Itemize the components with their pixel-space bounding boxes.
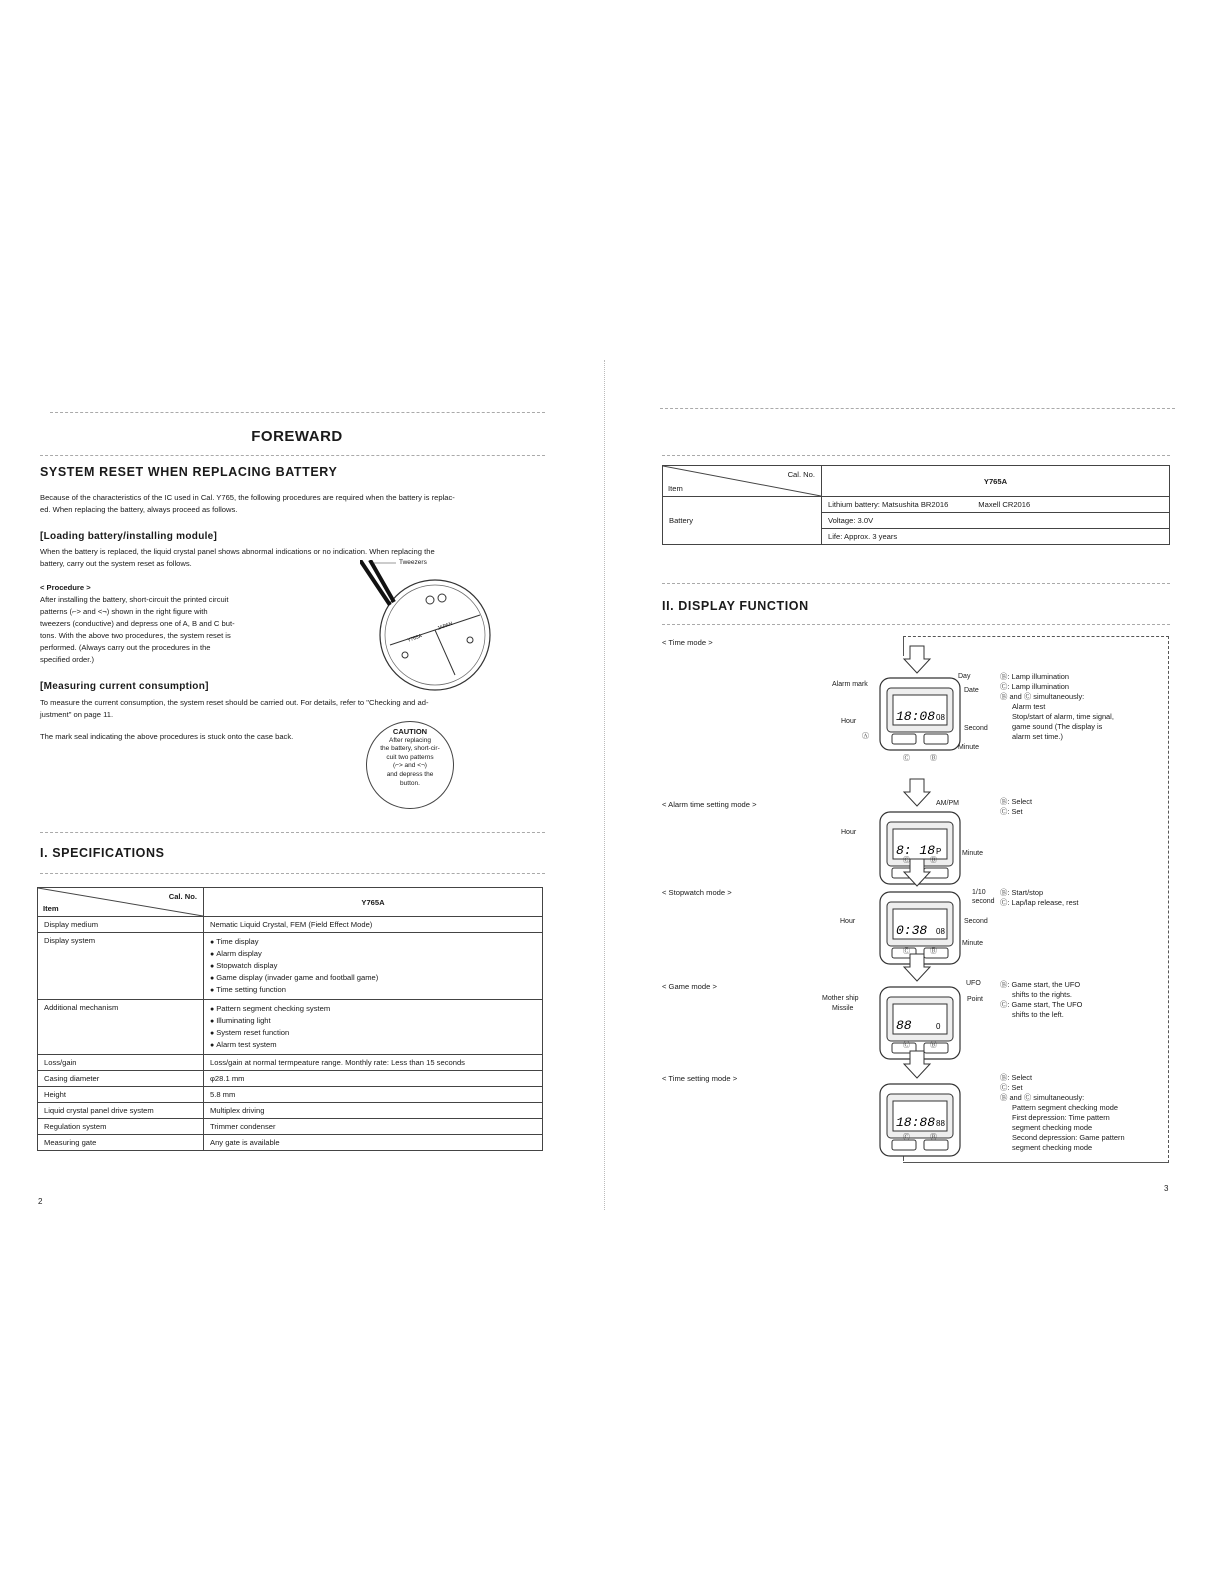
divider [660, 408, 1175, 409]
line: Pattern segment checking mode [1012, 1103, 1118, 1112]
section-heading-display: II. DISPLAY FUNCTION [662, 599, 809, 613]
button-description [1000, 1073, 1165, 1153]
mode-label: < Time mode > [662, 638, 713, 647]
lcd-digits: 18:08 [896, 709, 936, 724]
battery-table [662, 465, 1170, 545]
lcd-small-digits: 0 [936, 1022, 941, 1031]
battery-alt: Maxell CR2016 [978, 500, 1031, 509]
mode-label: < Game mode > [662, 982, 717, 991]
subheading-loading: [Loading battery/installing module] [40, 531, 218, 542]
callout-label: second [972, 898, 995, 905]
line: Ⓒ: Set [1000, 1083, 1023, 1092]
procedure-heading: < Procedure > [40, 583, 91, 592]
line: ed. When replacing the battery, always proceed as follows. [40, 505, 238, 514]
divider [662, 624, 1170, 625]
module-tweezers-figure [360, 560, 510, 695]
mode-label: < Time setting mode > [662, 1074, 738, 1083]
line: game sound (The display is [1012, 722, 1103, 731]
line: To measure the current consumption, the system reset should be carried out. For details, refer to "Checking and ad- [40, 698, 429, 707]
list-item: ● Illuminating light [210, 1015, 536, 1027]
callout-label: Minute [962, 850, 984, 857]
line: First depression: Time pattern [1012, 1113, 1110, 1122]
table-row [38, 1135, 543, 1151]
line: Ⓑ: Start/stop [1000, 888, 1044, 897]
value-cell: 5.8 mm [204, 1087, 543, 1103]
page-title: FOREWARD [251, 428, 343, 445]
header-item: Item [43, 904, 59, 913]
line: Ⓑ: Select [1000, 797, 1033, 806]
header-cell [663, 466, 822, 497]
line: Because of the characteristics of the IC used in Cal. Y765, the following procedures are required when the battery is replac- [40, 493, 455, 502]
line: Stop/start of alarm, time signal, [1012, 712, 1114, 721]
list-item: ● Alarm test system [210, 1039, 536, 1051]
line: Ⓒ: Game start, The UFO [1000, 1000, 1083, 1009]
callout-label: Ⓐ [862, 733, 869, 740]
section-heading: SYSTEM RESET WHEN REPLACING BATTERY [40, 465, 338, 479]
watch-illustration [872, 1082, 968, 1164]
item-cell: Display system [38, 933, 204, 1000]
line: segment checking mode [1012, 1143, 1093, 1152]
lcd-digits: 18:88 [896, 1115, 936, 1130]
line: Ⓑ: Select [1000, 1073, 1033, 1082]
list-item: ● Alarm display [210, 948, 536, 960]
line: Ⓒ: Set [1000, 807, 1023, 816]
callout-label: Date [964, 687, 979, 694]
callout-label: Ⓑ [930, 857, 937, 864]
down-arrow-icon [902, 1050, 932, 1080]
callout-label: Second [964, 725, 988, 732]
subheading-measuring: [Measuring current consumption] [40, 681, 209, 692]
line: performed. (Always carry out the procedures in the [40, 643, 211, 652]
item-cell: Height [38, 1087, 204, 1103]
callout-label: Ⓑ [930, 1134, 937, 1141]
line: justment" on page 11. [40, 710, 114, 719]
lcd-digits: 0:38 [896, 923, 928, 938]
lcd-small-digits: P [936, 847, 942, 856]
value-cell [204, 933, 543, 1000]
caution-seal [366, 721, 454, 809]
header-model: Y765A [204, 888, 543, 917]
header-cal-no: Cal. No. [787, 470, 815, 479]
callout-label: UFO [966, 980, 981, 987]
intro-text [40, 492, 545, 516]
seal-text: The mark seal indicating the above procedures is stuck onto the case back. [40, 732, 294, 741]
watch-illustration [872, 676, 968, 758]
divider [40, 873, 545, 874]
line: patterns (⌐> and <¬) shown in the right figure with [40, 607, 208, 616]
value-cell: Multiplex driving [204, 1103, 543, 1119]
callout-label: AM/PM [936, 800, 959, 807]
callout-label: Alarm mark [832, 681, 868, 688]
table-header-row [663, 466, 1170, 497]
line: Ⓑ: Game start, the UFO [1000, 980, 1081, 989]
callout-label: Ⓒ [903, 857, 910, 864]
line: (⌐> and <¬) [393, 762, 427, 770]
button-description [1000, 888, 1165, 908]
header-model: Y765A [822, 466, 1170, 497]
item-cell: Measuring gate [38, 1135, 204, 1151]
down-arrow-icon [902, 953, 932, 983]
figure-text: JAPAN [436, 620, 454, 632]
value-cell: Loss/gain at normal termpeature range. Monthly rate: Less than 15 seconds [204, 1055, 543, 1071]
callout-label: Ⓒ [903, 1134, 910, 1141]
line: shifts to the left. [1012, 1010, 1064, 1019]
callout-label: Minute [962, 940, 984, 947]
tweezers-label: Tweezers [399, 559, 427, 566]
mode-label: < Alarm time setting mode > [662, 800, 757, 809]
value-cell: Nematic Liquid Crystal, FEM (Field Effect Mode) [204, 917, 543, 933]
lcd-digits: 88 [896, 1018, 912, 1033]
callout-label: Ⓒ [903, 1042, 910, 1049]
line: shifts to the rights. [1012, 990, 1072, 999]
down-arrow-icon [902, 778, 932, 808]
divider [40, 455, 545, 456]
callout-label: Day [958, 673, 971, 680]
value-cell: Trimmer condenser [204, 1119, 543, 1135]
procedure-text [40, 594, 290, 666]
callout-label: Hour [841, 829, 857, 836]
line: Ⓑ and Ⓒ simultaneously: [1000, 1093, 1085, 1102]
item-cell: Regulation system [38, 1119, 204, 1135]
list-item: ● Time display [210, 936, 536, 948]
header-item: Item [668, 484, 683, 493]
item-cell: Battery [663, 497, 822, 545]
line: tweezers (conductive) and depress one of A, B and C but- [40, 619, 235, 628]
table-header-row [38, 888, 543, 917]
item-cell: Loss/gain [38, 1055, 204, 1071]
line: cuit two patterns [386, 753, 434, 761]
callout-label: Missile [832, 1005, 854, 1012]
line: the battery, short-cir- [380, 745, 440, 753]
value-cell [822, 497, 1170, 513]
button-description [1000, 672, 1165, 742]
list-item: ● Game display (invader game and football game) [210, 972, 536, 984]
lcd-small-digits: 88 [936, 1119, 945, 1128]
header-cell [38, 888, 204, 917]
line: button. [400, 779, 420, 787]
line: segment checking mode [1012, 1123, 1093, 1132]
callout-label: Mother ship [822, 995, 859, 1002]
page-gutter [604, 360, 605, 1210]
table-row [38, 933, 543, 1000]
divider [662, 583, 1170, 584]
callout-label: 1/10 [972, 889, 986, 896]
line: Ⓒ: Lamp illumination [1000, 682, 1070, 691]
battery-type: Lithium battery: Matsushita BR2016 [828, 500, 949, 509]
divider [50, 412, 545, 413]
table-row [38, 1055, 543, 1071]
value-cell: Any gate is available [204, 1135, 543, 1151]
callout-label: Hour [841, 718, 857, 725]
callout-label: Point [967, 996, 983, 1003]
button-description [1000, 980, 1165, 1020]
caution-title: CAUTION [392, 727, 428, 736]
callout-label: Ⓒ [903, 755, 910, 762]
line: battery, carry out the system reset as follows. [40, 559, 192, 568]
callout-label: Minute [958, 744, 980, 751]
value-cell: φ28.1 mm [204, 1071, 543, 1087]
header-cal-no: Cal. No. [168, 892, 197, 901]
list-item: ● System reset function [210, 1027, 536, 1039]
figure-text: Y765A [406, 633, 423, 644]
down-arrow-icon [902, 645, 932, 675]
line: After installing the battery, short-circuit the printed circuit [40, 595, 229, 604]
callout-label: Ⓒ [903, 948, 910, 955]
table-row [38, 1103, 543, 1119]
lcd-small-digits: 08 [936, 927, 945, 936]
line: Second depression: Game pattern [1012, 1133, 1125, 1142]
divider [40, 832, 545, 833]
item-cell: Casing diameter [38, 1071, 204, 1087]
specifications-table [37, 887, 543, 1151]
section-heading-specifications: I. SPECIFICATIONS [40, 846, 165, 860]
line: Ⓑ: Lamp illumination [1000, 672, 1070, 681]
line: specified order.) [40, 655, 95, 664]
line: When the battery is replaced, the liquid crystal panel shows abnormal indications or no indication. When replacing the [40, 547, 435, 556]
line: After replacing [389, 736, 431, 744]
button-description [1000, 797, 1165, 817]
item-cell: Liquid crystal panel drive system [38, 1103, 204, 1119]
list-item: ● Stopwatch display [210, 960, 536, 972]
line: Alarm test [1012, 702, 1046, 711]
callout-label: Second [964, 918, 988, 925]
page-number: 2 [38, 1197, 43, 1206]
page-number: 3 [1164, 1184, 1169, 1193]
list-item: ● Time setting function [210, 984, 536, 996]
value-cell: Life: Approx. 3 years [822, 529, 1170, 545]
table-row [38, 917, 543, 933]
callout-label: Hour [840, 918, 856, 925]
lcd-small-digits: 08 [936, 713, 945, 722]
callout-label: Ⓑ [930, 755, 937, 762]
divider [662, 455, 1170, 456]
line: Ⓑ and Ⓒ simultaneously: [1000, 692, 1085, 701]
value-cell: Voltage: 3.0V [822, 513, 1170, 529]
line: and depress the [386, 770, 434, 778]
line: tons. With the above two procedures, the system reset is [40, 631, 231, 640]
table-row [38, 1087, 543, 1103]
value-cell [204, 1000, 543, 1055]
table-row [38, 1000, 543, 1055]
line: alarm set time.) [1012, 732, 1063, 741]
list-item: ● Pattern segment checking system [210, 1003, 536, 1015]
line: Ⓒ: Lap/lap release, rest [1000, 898, 1079, 907]
table-row [38, 1119, 543, 1135]
callout-label: Ⓑ [930, 948, 937, 955]
mode-label: < Stopwatch mode > [662, 888, 732, 897]
table-row [663, 497, 1170, 513]
callout-label: Ⓑ [930, 1042, 937, 1049]
measuring-text [40, 697, 545, 721]
item-cell: Display medium [38, 917, 204, 933]
down-arrow-icon [902, 858, 932, 888]
table-row [38, 1071, 543, 1087]
item-cell: Additional mechanism [38, 1000, 204, 1055]
lcd-digits: 8: 18 [896, 843, 936, 858]
